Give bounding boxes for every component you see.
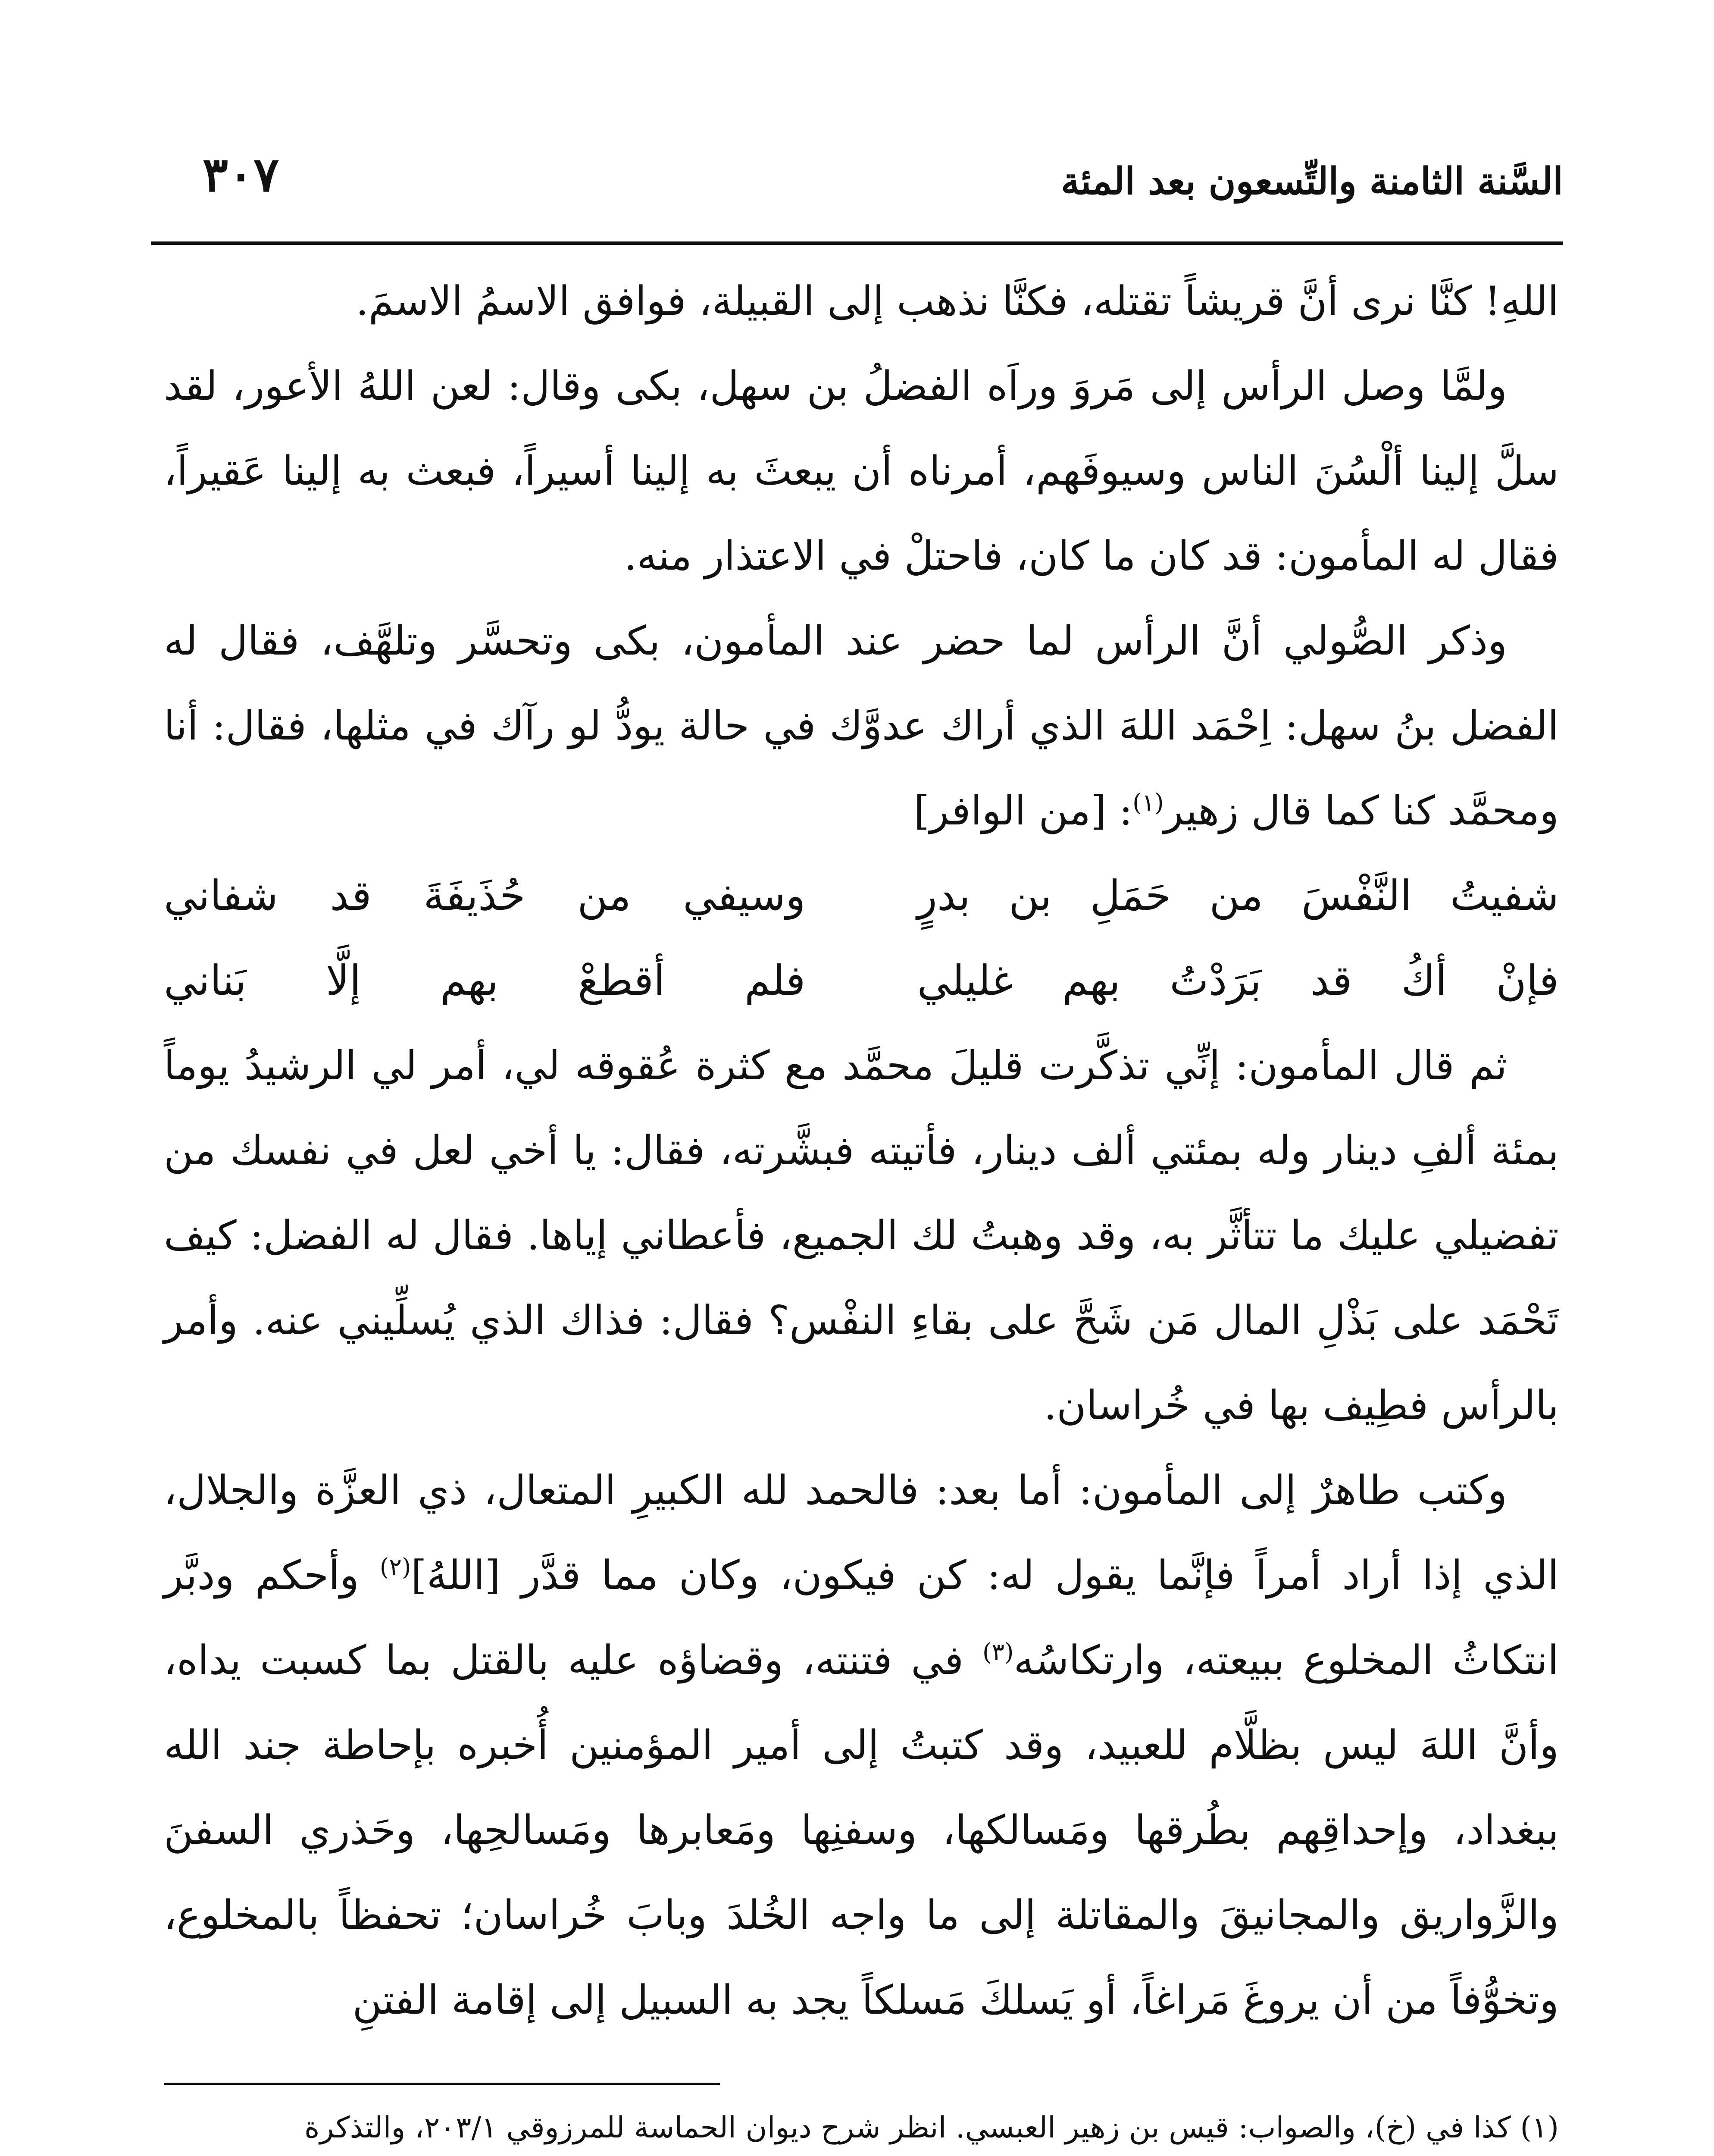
paragraph-3-text: وذكر الصُّولي أنَّ الرأس لما حضر عند المأمون، بكى وتحسَّر وتلهَّف، فقال له الفضل بنُ سهل: اِحْمَد اللهَ الذي أراك عدوَّك في حالة يودُّ لو رآك في مثلها، فقال: أنا ومحمَّد كنا كما قال زهير (164, 617, 1559, 834)
header-rule (151, 241, 1563, 245)
paragraph-5-part-b: وأحكم ودبَّر انتكاثُ المخلوع ببيعته، وارتكاسُه (164, 1552, 1559, 1683)
verse-2-second-hemistich: فلم أقطعْ بهم إلَّا بَناني (164, 956, 806, 1005)
footnote-1 (155, 2100, 1559, 2156)
footnote-ref-3: (٣) (982, 1638, 1014, 1666)
footnote-ref-1: (١) (1132, 789, 1164, 816)
poem (164, 853, 1559, 1023)
verse-2-first-hemistich: فإنْ أكُ قد بَرَدْتُ بهم غليلي (917, 956, 1559, 1005)
page-header (151, 142, 1563, 224)
verse-line-2 (164, 938, 1559, 1023)
footnotes (155, 2100, 1559, 2156)
footnote-rule (164, 2083, 720, 2085)
paragraph-3 (164, 599, 1559, 853)
footnote-1-line-1: (١) كذا في (خ)، والصواب: قيس بن زهير العبسي. انظر شرح ديوان الحماسة للمرزوقي ٢٠٣/١، والتذكرة (304, 2111, 1559, 2145)
paragraph-1: اللهِ! كنَّا نرى أنَّ قريشاً تقتله، فكنَّا نذهب إلى القبيلة، فوافق الاسمُ الاسمَ. (356, 278, 1559, 324)
paragraph-5-part-c: في فتنته، وقضاؤه عليه بالقتل بما كسبت يداه، وأنَّ اللهَ ليس بظلَّام للعبيد، وقد كتبتُ إلى أمير المؤمنين أُخبره بإحاطة جند الله ببغداد، وإحداقِهم بطُرقها ومَسالكها، وسفنِها ومَعابرها ومَسالحِها، وحَذري السفنَ والزَّواريق والمجانيقَ والمقاتلة إلى ما واجه الخُلدَ وبابَ خُراسان؛ تحفظاً بالمخلوع، وتخوُّفاً من أن يروغَ مَراغاً، أو يَسلكَ مَسلكاً يجد به السبيل إلى إقامة الفتنِ (164, 1637, 1559, 2023)
paragraph-5-part-a: وكتب طاهرٌ إلى المأمون: أما بعد: فالحمد لله الكبيرِ المتعال، ذي العزَّة والجلال، الذي إذا أراد أمراً فإنَّما يقول له: كن فيكون، وكان مما قدَّر [اللهُ] (164, 1467, 1559, 1598)
page-number: ٣٠٧ (203, 147, 279, 202)
footnote-ref-2: (٢) (379, 1553, 411, 1581)
paragraph-2: ولمَّا وصل الرأس إلى مَروَ وراَه الفضلُ بن سهل، بكى وقال: لعن اللهُ الأعور، لقد سلَّ إلينا ألْسُنَ الناس وسيوفَهم، أمرناه أن يبعثَ به إلينا أسيراً، فبعث به إلينا عَقيراً، فقال له المأمون: قد كان ما كان، فاحتلْ في الاعتذار منه. (164, 363, 1559, 579)
running-title: السَّنة الثامنة والتِّسعون بعد المئة (1061, 160, 1563, 203)
meter-label: : [من الوافر] (913, 787, 1133, 834)
verse-1-second-hemistich: وسيفي من حُذَيفَةَ قد شفاني (164, 871, 806, 920)
verse-line-1 (164, 853, 1559, 938)
paragraph-5 (164, 1448, 1559, 2043)
verse-1-first-hemistich: شفيتُ النَّفْسَ من حَمَلِ بن بدرٍ (917, 871, 1559, 920)
main-text (164, 259, 1559, 2043)
paragraph-4: ثم قال المأمون: إنِّي تذكَّرت قليلَ محمَّد مع كثرة عُقوقه لي، أمر لي الرشيدُ يوماً بمئة ألفِ دينار وله بمئتي ألف دينار، فأتيته فبشَّرته، فقال: يا أخي لعل في نفسك من تفضيلي عليك ما تتأثَّر به، وقد وهبتُ لك الجميع، فأعطاني إياها. فقال له الفضل: كيف تَحْمَد على بَذْلِ المال مَن شَحَّ على بقاءِ النفْس؟ فقال: فذاك الذي يُسلِّيني عنه. وأمر بالرأس فطِيف بها في خُراسان. (164, 1042, 1559, 1429)
